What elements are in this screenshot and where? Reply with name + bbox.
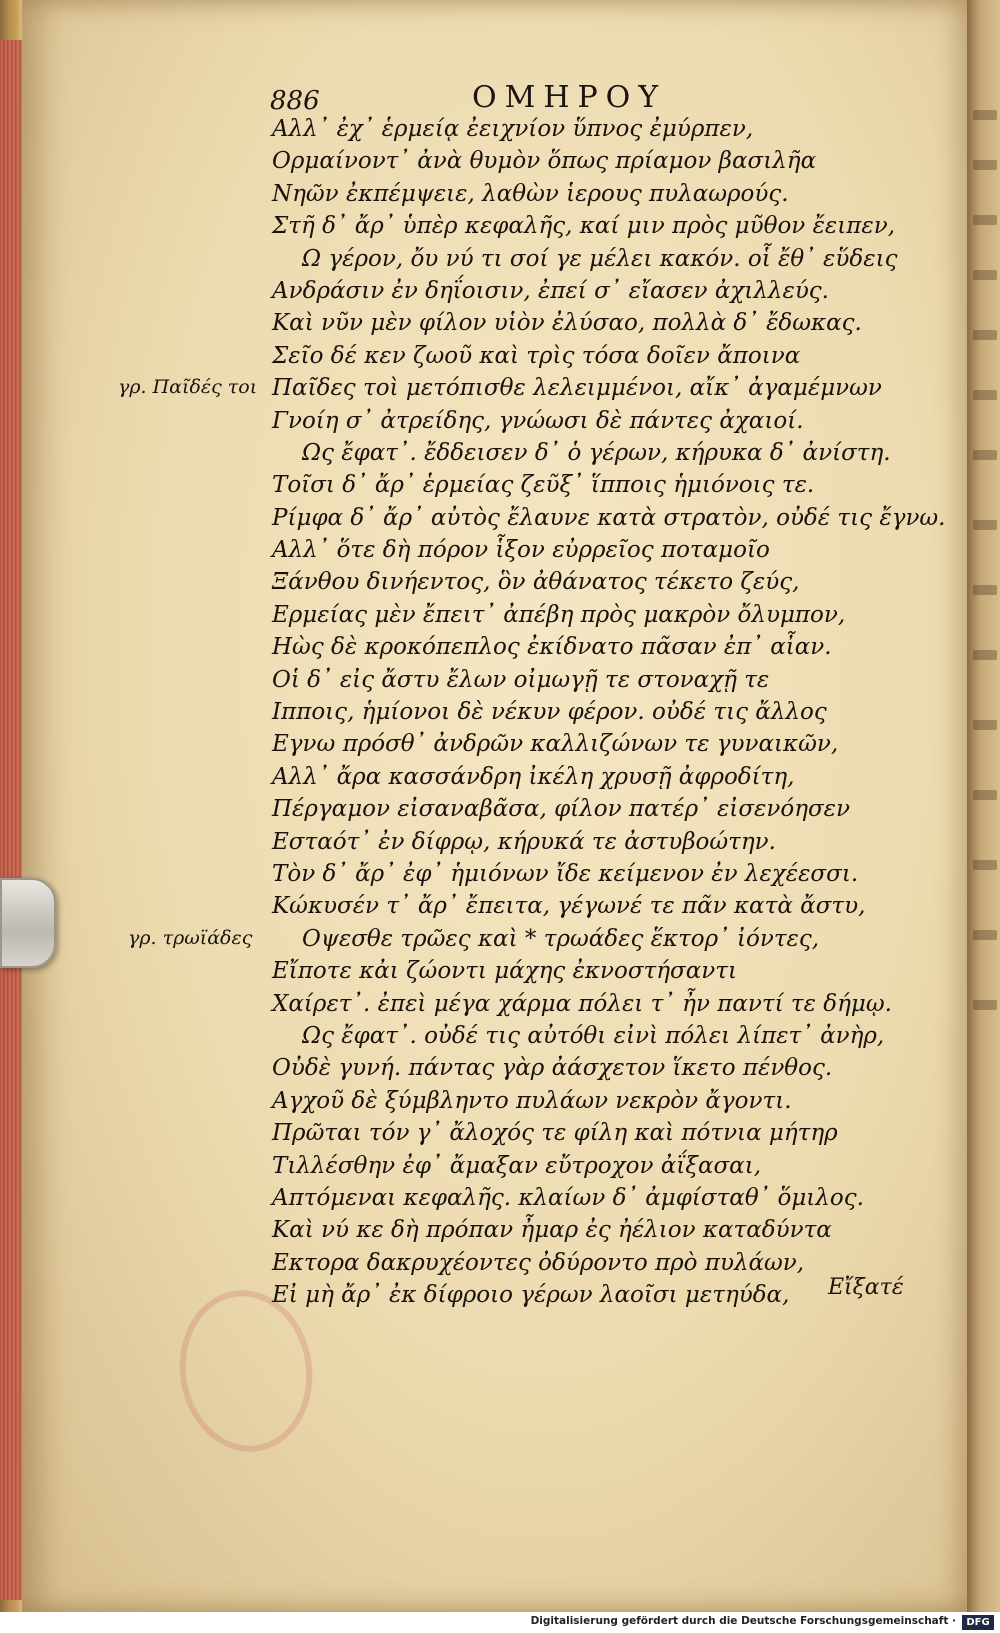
verse-line: Οἱ δ᾽ εἰς ἄστυ ἔλων οἰμωγῇ τε στοναχῇ τε (272, 666, 770, 693)
verse-line: Χαίρετ᾽. ἐπεὶ μέγα χάρμα πόλει τ᾽ ἦν παντί τε δήμῳ. (272, 990, 892, 1017)
verse-line: Ανδράσιν ἐν δηΐοισιν, ἐπεί σ᾽ εἴασεν ἀχιλλεύς. (272, 277, 829, 304)
verse-line: Τιλλέσθην ἐφ᾽ ἄμαξαν εὔτροχον ἀΐξασαι, (272, 1152, 762, 1179)
verse-line: Ορμαίνοντ᾽ ἀνὰ θυμὸν ὅπως πρίαμον βασιλῆα (272, 148, 817, 175)
verse-line: Νηῶν ἐκπέμψειε, λαθὼν ἱερους πυλαωρούς. (272, 180, 789, 207)
verse-line: Αγχοῦ δὲ ξύμβληντο πυλάων νεκρὸν ἄγοντι. (272, 1087, 792, 1114)
verse-line: Πέργαμον εἰσαναβᾶσα, φίλον πατέρ᾽ εἰσενόησεν (272, 796, 850, 823)
verse-line: Απτόμεναι κεφαλῆς. κλαίων δ᾽ ἀμφίσταθ᾽ ὅμιλος. (272, 1184, 864, 1211)
verse-line: Αλλ᾽ ἐχ᾽ ἑρμείᾳ ἐειχνίον ὕπνος ἐμύρπεν, (272, 116, 754, 142)
verse-line: Ω γέρον, ὄυ νύ τι σοί γε μέλει κακόν. οἷ ἔθ᾽ εὕδεις (302, 245, 898, 272)
verse-line: Ερμείας μὲν ἔπειτ᾽ ἀπέβη πρὸς μακρὸν ὄλυμπον, (272, 601, 846, 628)
verse-line: Ιπποις, ἡμίονοι δὲ νέκυν φέρον. οὐδέ τις ἄλλος (272, 699, 827, 726)
verse-line: Ρίμφα δ᾽ ἄρ᾽ αὐτὸς ἔλαυνε κατὰ στρατὸν, οὐδέ τις ἔγνω. (272, 504, 946, 531)
verse-line: Ξάνθου δινήεντος, ὃν ἀθάνατος τέκετο ζεύς, (272, 569, 800, 596)
verse-line: Εἴποτε κἀι ζώοντι μάχης ἐκνοστήσαντι (272, 958, 737, 985)
page-edge-red (0, 40, 22, 1600)
metal-clip (0, 878, 56, 968)
verse-line: Ως ἔφατ᾽. οὐδέ τις αὐτόθι εἰνὶ πόλει λίπετ᾽ ἀνὴρ, (302, 1022, 885, 1049)
verse-line: Σεῖο δέ κεν ζωοῦ καὶ τρὶς τόσα δοῖεν ἄποινα (272, 342, 801, 369)
verse-line: Ηὼς δὲ κροκόπεπλος ἐκίδνατο πᾶσαν ἐπ᾽ αἶαν. (272, 634, 832, 661)
verse-line: Γνοίη σ᾽ ἀτρείδης, γνώωσι δὲ πάντες ἀχαιοί. (272, 407, 804, 434)
verse-line: Καὶ νῦν μὲν φίλον υἱὸν ἐλύσαο, πολλὰ δ᾽ ἔδωκας. (272, 310, 862, 337)
verse-line: Καὶ νύ κε δὴ πρόπαν ἦμαρ ἐς ἠέλιον καταδύντα (272, 1217, 832, 1244)
catchword: Εἴξατέ (828, 1275, 904, 1300)
verse-block (272, 113, 946, 1311)
verse-line: Τοῖσι δ᾽ ἄρ᾽ ἑρμείας ζεῦξ᾽ ἵπποις ἡμιόνοις τε. (272, 472, 815, 499)
next-page-edge (967, 0, 1000, 1612)
running-title: ΟΜΗΡΟΥ (472, 80, 667, 115)
verse-line: Εκτορα δακρυχέοντες ὀδύροντο πρὸ πυλάων, (272, 1249, 805, 1276)
digitization-footer (0, 1612, 1000, 1633)
margin-note: γρ. Παῖδές τοι (118, 376, 258, 399)
verse-line: Οὐδὲ γυνή. πάντας γὰρ ἀάσχετον ἵκετο πένθος. (272, 1055, 833, 1082)
dfg-logo: DFG (962, 1615, 994, 1630)
verse-line: Ως ἔφατ᾽. ἔδδεισεν δ᾽ ὁ γέρων, κήρυκα δ᾽ ἀνίστη. (302, 439, 891, 466)
verse-line: Εἰ μὴ ἄρ᾽ ἐκ δίφροιο γέρων λαοῖσι μετηύδα, (272, 1282, 790, 1309)
verse-line: Εσταότ᾽ ἐν δίφρῳ, κήρυκά τε ἀστυβοώτην. (272, 828, 776, 855)
margin-note: γρ. τρωϊάδες (128, 927, 253, 949)
verse-line: Τὸν δ᾽ ἄρ᾽ ἐφ᾽ ἡμιόνων ἴδε κείμενον ἐν λεχέεσσι. (272, 860, 859, 887)
verse-line: Παῖδες τοὶ μετόπισθε λελειμμένοι, αἴκ᾽ ἀγαμέμνων (272, 375, 882, 402)
verse-line: Οψεσθε τρῶες καὶ * τρωάδες ἕκτορ᾽ ἰόντες, (302, 925, 820, 952)
footer-credit: Digitalisierung gefördert durch die Deutsche Forschungsgemeinschaft · (530, 1615, 956, 1627)
verse-line: Στῆ δ᾽ ἄρ᾽ ὑπὲρ κεφαλῆς, καί μιν πρὸς μῦθον ἔειπεν, (272, 213, 896, 240)
page-number: 886 (270, 86, 320, 116)
verse-line: Αλλ᾽ ἄρα κασσάνδρη ἰκέλη χρυσῇ ἀφροδίτη, (272, 763, 795, 790)
verse-line: Κώκυσέν τ᾽ ἄρ᾽ ἔπειτα, γέγωνέ τε πᾶν κατὰ ἄστυ, (272, 893, 866, 920)
verse-line: Αλλ᾽ ὅτε δὴ πόρον ἷξον εὐρρεῖος ποταμοῖο (272, 537, 770, 564)
verse-line: Πρῶται τόν γ᾽ ἄλοχός τε φίλη καὶ πότνια μήτηρ (272, 1120, 838, 1147)
verse-line: Εγνω πρόσθ᾽ ἀνδρῶν καλλιζώνων τε γυναικῶν, (272, 731, 839, 758)
